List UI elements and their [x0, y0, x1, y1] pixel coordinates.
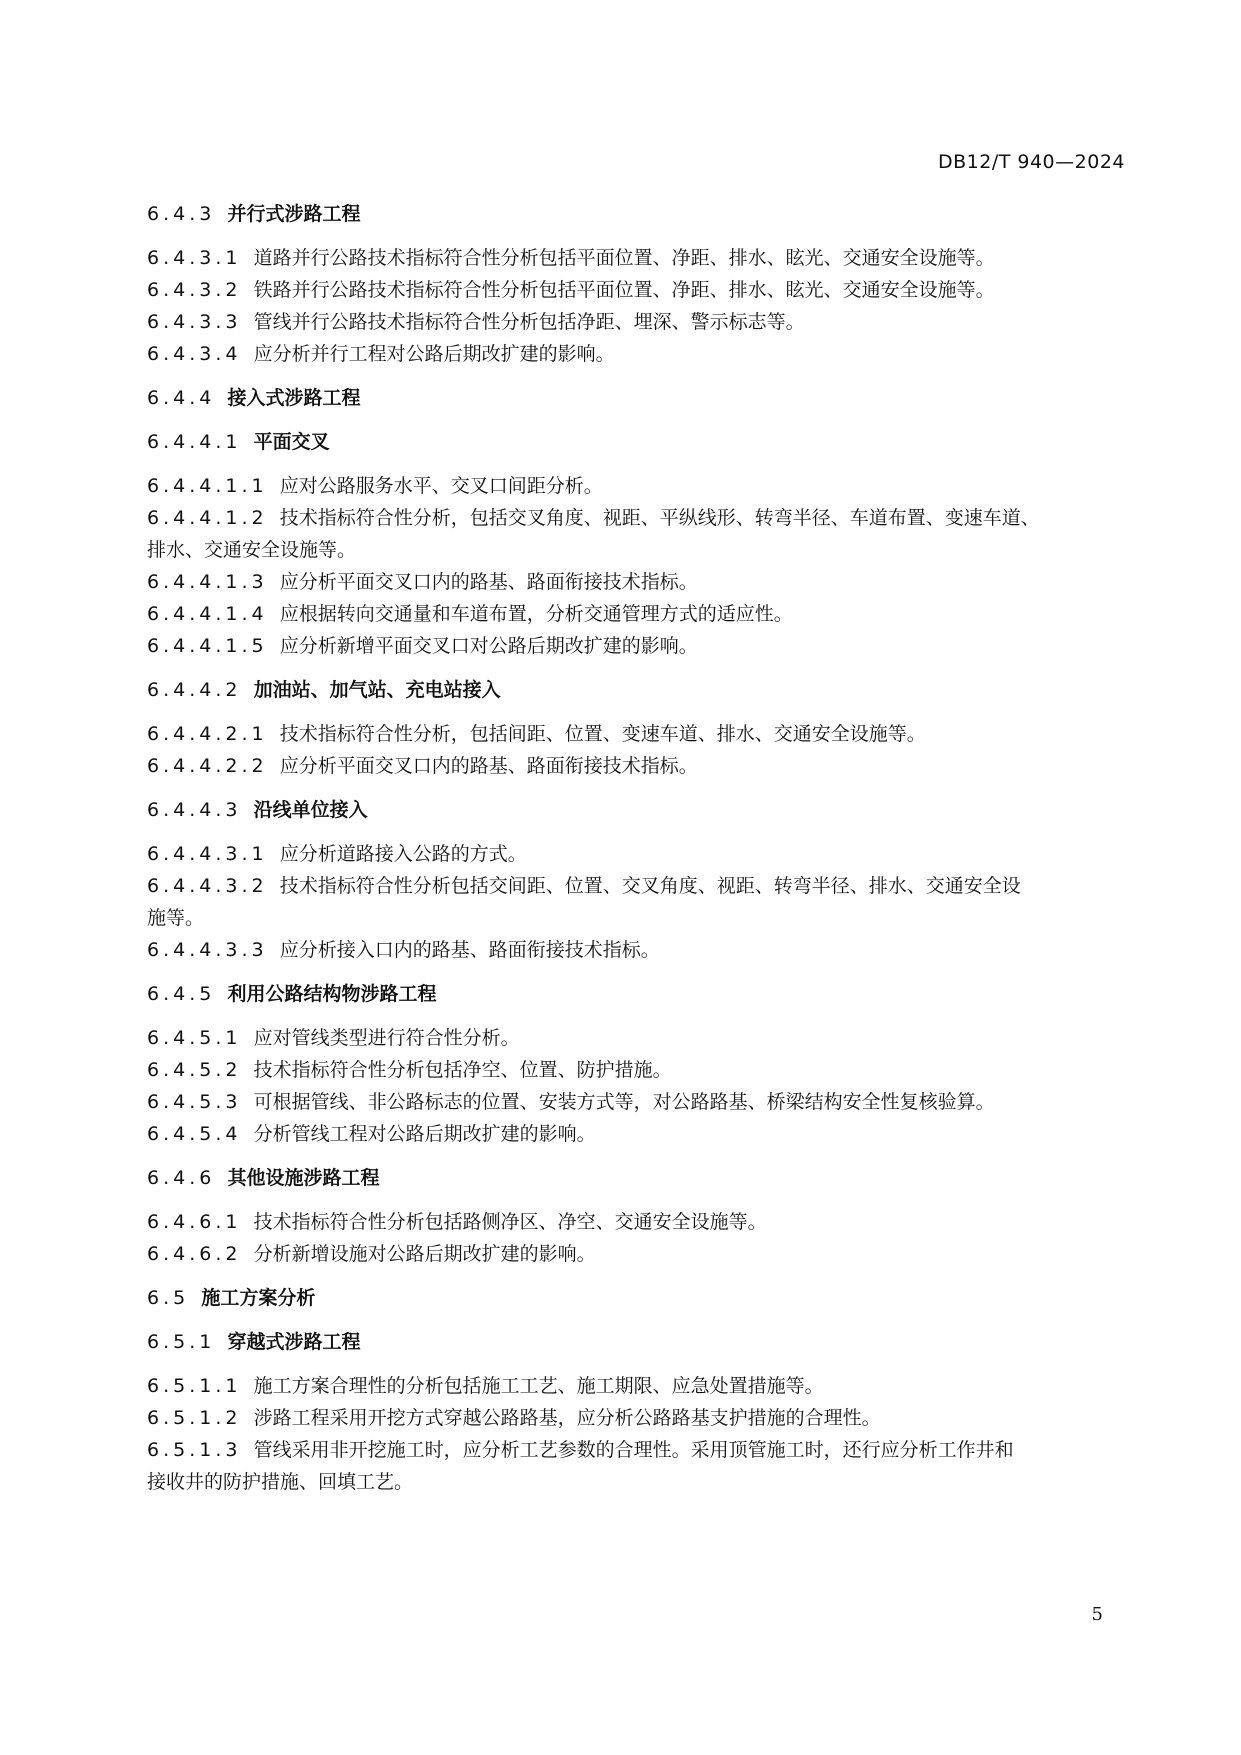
section-heading: [147, 382, 1122, 414]
clause-continuation: 排水、交通安全设施等。: [147, 539, 357, 561]
section-number: 6.4.4.2: [147, 679, 242, 701]
clause-text: 管线并行公路技术指标符合性分析包括净距、埋深、警示标志等。: [253, 311, 805, 333]
clause-item: [147, 502, 1122, 534]
clause-text: 铁路并行公路技术指标符合性分析包括平面位置、净距、排水、眩光、交通安全设施等。: [253, 279, 995, 301]
clause-number: 6.4.5.2: [147, 1059, 242, 1081]
clause-item: [147, 566, 1122, 598]
clause-text: 应对管线类型进行符合性分析。: [253, 1027, 520, 1049]
clause-item: [147, 1434, 1122, 1466]
clause-text: 技术指标符合性分析，包括交叉角度、视距、平纵线形、转弯半径、车道布置、变速车道、: [279, 507, 1040, 529]
clause-text: 技术指标符合性分析包括路侧净区、净空、交通安全设施等。: [253, 1211, 767, 1233]
section-title: 施工方案分析: [201, 1287, 316, 1309]
clause-text: 道路并行公路技术指标符合性分析包括平面位置、净距、排水、眩光、交通安全设施等。: [253, 247, 995, 269]
section-title: 并行式涉路工程: [227, 203, 361, 225]
clause-item: [147, 870, 1122, 902]
clause-number: 6.4.4.2.2: [147, 755, 268, 777]
clause-item: [147, 338, 1122, 370]
section-title: 平面交叉: [253, 431, 330, 453]
clause-number: 6.4.4.1.3: [147, 571, 268, 593]
clause-text: 分析新增设施对公路后期改扩建的影响。: [253, 1243, 596, 1265]
section-title: 沿线单位接入: [253, 799, 368, 821]
clause-text: 应分析道路接入公路的方式。: [279, 843, 527, 865]
clause-continuation: 施等。: [147, 907, 205, 929]
section-number: 6.4.4.3: [147, 799, 242, 821]
page-number: 5: [1091, 1604, 1103, 1625]
clause-number: 6.4.3.1: [147, 247, 242, 269]
clause-number: 6.4.4.1.4: [147, 603, 268, 625]
clause-item: [147, 1118, 1122, 1150]
section-heading: [147, 1162, 1122, 1194]
clause-item: [147, 1086, 1122, 1118]
clause-number: 6.4.4.3.3: [147, 939, 268, 961]
clause-number: 6.4.5.3: [147, 1091, 242, 1113]
clause-number: 6.4.4.1.5: [147, 635, 268, 657]
clause-number: 6.4.4.1.2: [147, 507, 268, 529]
clause-number: 6.4.6.2: [147, 1243, 242, 1265]
clause-item: [147, 630, 1122, 662]
clause-number: 6.5.1.1: [147, 1375, 242, 1397]
section-heading: [147, 674, 1122, 706]
clause-number: 6.4.3.3: [147, 311, 242, 333]
clause-item: [147, 1206, 1122, 1238]
clause-item: [147, 598, 1122, 630]
clause-number: 6.4.6.1: [147, 1211, 242, 1233]
section-number: 6.4.4: [147, 387, 216, 409]
clause-item: [147, 1054, 1122, 1086]
section-number: 6.4.6: [147, 1167, 216, 1189]
clause-item: [147, 750, 1122, 782]
section-number: 6.5: [147, 1287, 190, 1309]
clause-continuation: 接收井的防护措施、回填工艺。: [147, 1471, 414, 1493]
section-heading: [147, 978, 1122, 1010]
document-body: [147, 198, 1122, 1498]
clause-text: 技术指标符合性分析包括净空、位置、防护措施。: [253, 1059, 672, 1081]
clause-item: [147, 1238, 1122, 1270]
clause-number: 6.5.1.3: [147, 1439, 242, 1461]
clause-number: 6.4.4.1.1: [147, 475, 268, 497]
section-heading: [147, 1282, 1122, 1314]
section-heading: [147, 794, 1122, 826]
clause-item: [147, 1370, 1122, 1402]
clause-number: 6.4.4.3.1: [147, 843, 268, 865]
clause-text: 应分析新增平面交叉口对公路后期改扩建的影响。: [279, 635, 698, 657]
clause-item: [147, 242, 1122, 274]
clause-item: [147, 934, 1122, 966]
clause-item: [147, 470, 1122, 502]
clause-text: 施工方案合理性的分析包括施工工艺、施工期限、应急处置措施等。: [253, 1375, 824, 1397]
clause-item: [147, 1022, 1122, 1054]
clause-text: 技术指标符合性分析包括交间距、位置、交叉角度、视距、转弯半径、排水、交通安全设: [279, 875, 1021, 897]
section-title: 利用公路结构物涉路工程: [227, 983, 437, 1005]
clause-text: 技术指标符合性分析，包括间距、位置、变速车道、排水、交通安全设施等。: [279, 723, 926, 745]
clause-text: 应分析平面交叉口内的路基、路面衔接技术指标。: [279, 755, 698, 777]
clause-item: [147, 838, 1122, 870]
section-title: 加油站、加气站、充电站接入: [253, 679, 501, 701]
section-heading: [147, 1326, 1122, 1358]
clause-number: 6.4.5.1: [147, 1027, 242, 1049]
clause-number: 6.4.3.4: [147, 343, 242, 365]
section-heading: [147, 198, 1122, 230]
clause-number: 6.4.3.2: [147, 279, 242, 301]
clause-text: 应分析平面交叉口内的路基、路面衔接技术指标。: [279, 571, 698, 593]
clause-text: 应分析接入口内的路基、路面衔接技术指标。: [279, 939, 660, 961]
section-heading: [147, 426, 1122, 458]
clause-number: 6.4.4.2.1: [147, 723, 268, 745]
clause-text: 管线采用非开挖施工时，应分析工艺参数的合理性。采用顶管施工时，还行应分析工作井和: [253, 1439, 1014, 1461]
clause-text: 涉路工程采用开挖方式穿越公路路基，应分析公路路基支护措施的合理性。: [253, 1407, 881, 1429]
clause-item: [147, 306, 1122, 338]
clause-text: 应分析并行工程对公路后期改扩建的影响。: [253, 343, 615, 365]
section-title: 接入式涉路工程: [227, 387, 361, 409]
clause-text: 分析管线工程对公路后期改扩建的影响。: [253, 1123, 596, 1145]
section-number: 6.4.3: [147, 203, 216, 225]
clause-number: 6.4.4.3.2: [147, 875, 268, 897]
section-number: 6.5.1: [147, 1331, 216, 1353]
clause-text: 应对公路服务水平、交叉口间距分析。: [279, 475, 603, 497]
clause-number: 6.5.1.2: [147, 1407, 242, 1429]
clause-item: [147, 1402, 1122, 1434]
section-number: 6.4.5: [147, 983, 216, 1005]
section-number: 6.4.4.1: [147, 431, 242, 453]
clause-text: 可根据管线、非公路标志的位置、安装方式等，对公路路基、桥梁结构安全性复核验算。: [253, 1091, 995, 1113]
clause-text: 应根据转向交通量和车道布置，分析交通管理方式的适应性。: [279, 603, 793, 625]
clause-number: 6.4.5.4: [147, 1123, 242, 1145]
document-code: DB12/T 940—2024: [937, 151, 1125, 173]
section-title: 其他设施涉路工程: [227, 1167, 380, 1189]
section-title: 穿越式涉路工程: [227, 1331, 361, 1353]
clause-item: [147, 718, 1122, 750]
clause-item: [147, 274, 1122, 306]
